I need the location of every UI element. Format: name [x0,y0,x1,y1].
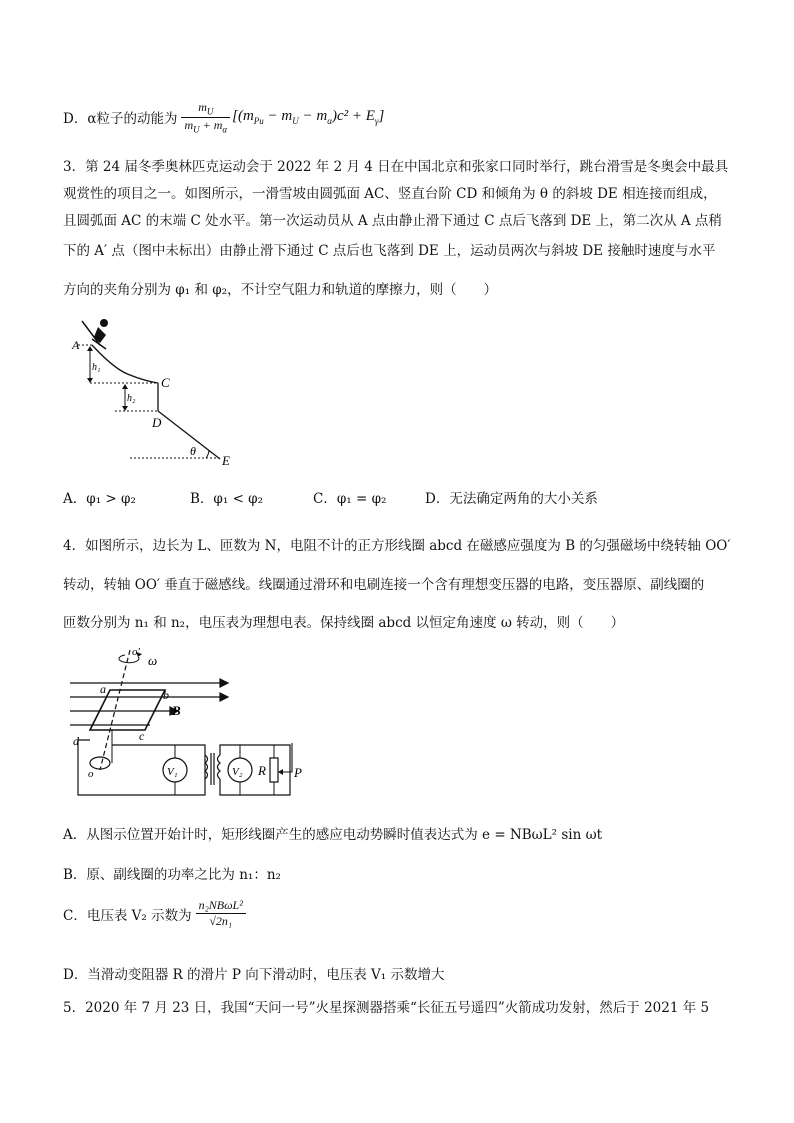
label-r: R [258,763,266,778]
q2-option-d-label: D． [63,111,88,127]
q4-option-a[interactable]: A．从图示位置开始计时，矩形线圈产生的感应电动势瞬时值表达式为 e = NBωL² sin ωt [63,827,602,843]
q2-frac-den: m [184,117,194,132]
label-v1: V₁ [167,766,178,778]
q3-line-5: 方向的夹角分别为 φ₁ 和 φ₂，不计空气阻力和轨道的摩擦力，则（ ） [63,282,498,298]
label-p: P [294,765,302,780]
q4-option-c[interactable] [63,898,246,929]
q3-line-3: 且圆弧面 AC 的末端 C 处水平。第一次运动员从 A 点由静止滑下通过 C 点后飞落到 DE 上，第二次从 A 点稍 [63,213,722,229]
label-c: C [161,375,170,390]
label-d: D [152,415,162,430]
label-e: E [222,453,230,468]
magnetic-field-lines [70,679,228,725]
q3-option-c[interactable]: C．φ₁ = φ₂ [313,491,387,507]
q4-line-1: 4．如图所示，边长为 L、匝数为 N，电阻不计的正方形线圈 abcd 在磁感应强度为 B 的匀强磁场中绕转轴 OO′ [63,538,731,554]
label-h1: h₁ [92,362,101,373]
label-theta: θ [190,444,196,458]
q4-option-c-text: C．电压表 V₂ 示数为 [63,907,192,924]
q2-option-d-formula: $[(m_{Pu} - m_U - m_\alpha)c^2 + E_\gamma]$ [232,108,385,126]
q4-generator-circuit-figure [70,645,310,800]
slope-de [158,411,220,459]
q4-line-2: 转动，转轴 OO′ 垂直于磁感线。线圈通过滑环和电刷连接一个含有理想变压器的电路，变压器原、副线圈的 [63,577,705,593]
arc-ac [92,345,158,383]
q3-ski-slope-figure [70,315,250,470]
q3-option-a[interactable]: A．φ₁ > φ₂ [63,491,136,507]
label-b: b [163,688,169,702]
q3-option-b[interactable]: B．φ₁ < φ₂ [190,491,264,507]
label-c: c [139,729,145,743]
q3-line-4: 下的 A′ 点（图中未标出）由静止滑下通过 C 点后也飞落到 DE 上，运动员两次与斜坡 DE 接触时速度与水平 [63,243,716,259]
label-a: a [100,682,106,696]
q3-line-2: 观赏性的项目之一。如图所示，一滑雪坡由圆弧面 AC、竖直台阶 CD 和倾角为 θ 的斜坡 DE 相连接而组成， [63,186,717,202]
label-omega: ω [148,653,158,668]
coil-abcd [90,690,165,730]
q2-option-d-fraction: $\frac{m_U}{m_U + m_\alpha}$ [181,100,230,134]
q4-option-c-num: n₂NBωL² [196,898,246,914]
q4-option-d[interactable]: D．当滑动变阻器 R 的滑片 P 向下滑动时，电压表 V₁ 示数增大 [63,967,445,983]
q3-option-d[interactable]: D．无法确定两角的大小关系 [425,491,598,507]
q4-option-b[interactable]: B．原、副线圈的功率之比为 n₁：n₂ [63,867,281,883]
label-o-prime: o′ [132,646,140,658]
skier-icon [82,319,108,349]
q2-frac-num: m [198,100,207,115]
q5-line-1: 5．2020 年 7 月 23 日，我国“天问一号”火星探测器搭乘“长征五号遥四”火箭成功发射，然后于 2021 年 5 [63,1000,710,1016]
q4-line-3: 匝数分别为 n₁ 和 n₂，电压表为理想电表。保持线圈 abcd 以恒定角速度 ω 转动，则（ ） [63,615,625,631]
label-a: A [72,338,80,352]
rheostat-r [270,758,278,782]
label-h2: h₂ [127,393,136,404]
q4-option-c-fraction [196,898,246,929]
label-B: B [172,703,181,718]
q3-line-1: 3．第 24 届冬季奥林匹克运动会于 2022 年 2 月 4 日在中国北京和张家口同时举行，跳台滑雪是冬奥会中最具 [63,159,729,175]
transformer-secondary [218,755,221,779]
q2-option-d [63,100,384,134]
label-o: o [88,768,94,780]
label-v2: V₂ [232,766,243,778]
label-d: d [73,734,79,748]
q4-option-c-den: √2n₁ [209,914,233,928]
q2-option-d-text: α粒子的动能为 [87,111,178,127]
